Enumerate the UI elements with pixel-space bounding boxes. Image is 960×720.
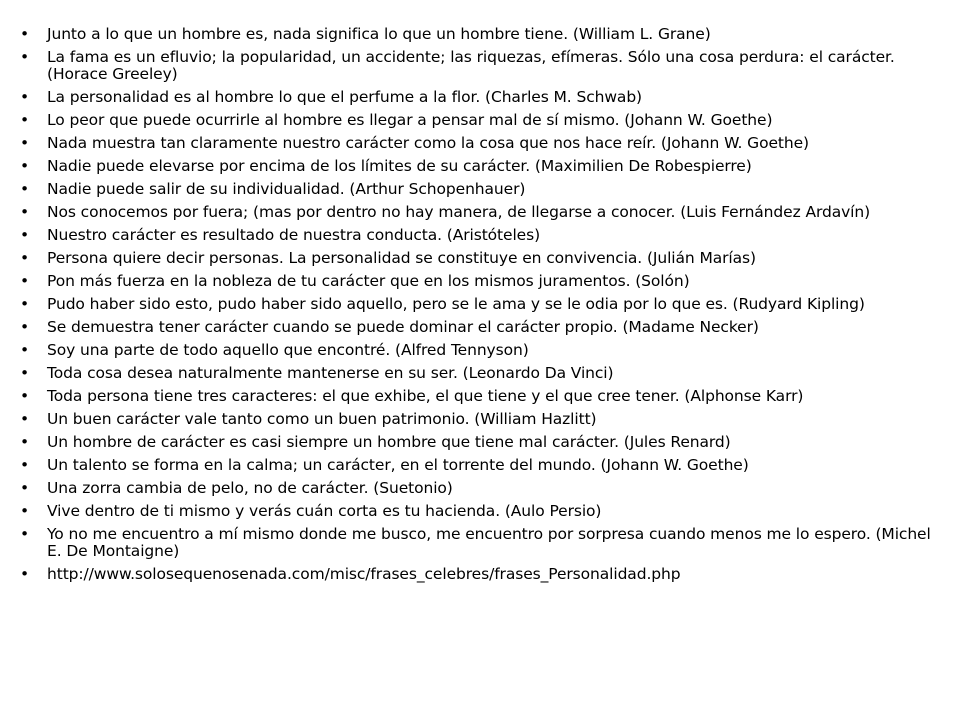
quote-text: Pudo haber sido esto, pudo haber sido aquello, pero se le ama y se le odia por lo que es. (Rudyard Kipling) <box>47 295 865 313</box>
quote-text: Soy una parte de todo aquello que encontré. (Alfred Tennyson) <box>47 341 529 359</box>
quote-text: Nuestro carácter es resultado de nuestra conducta. (Aristóteles) <box>47 226 541 244</box>
quote-text: Junto a lo que un hombre es, nada significa lo que un hombre tiene. (William L. Grane) <box>47 25 711 43</box>
bullet-icon: • <box>20 433 30 451</box>
quote-text: Un buen carácter vale tanto como un buen patrimonio. (William Hazlitt) <box>47 410 597 428</box>
quote-item <box>20 526 940 560</box>
quote-item <box>20 26 940 43</box>
quote-item <box>20 135 940 152</box>
quote-item <box>20 388 940 405</box>
bullet-icon: • <box>20 111 30 129</box>
quote-item <box>20 319 940 336</box>
bullet-icon: • <box>20 226 30 244</box>
quote-item <box>20 112 940 129</box>
bullet-icon: • <box>20 157 30 175</box>
bullet-icon: • <box>20 295 30 313</box>
quote-text: Toda persona tiene tres caracteres: el que exhibe, el que tiene y el que cree tener. (Alphonse Karr) <box>47 387 804 405</box>
bullet-icon: • <box>20 180 30 198</box>
bullet-icon: • <box>20 249 30 267</box>
bullet-icon: • <box>20 203 30 221</box>
quote-item <box>20 411 940 428</box>
quote-text: Yo no me encuentro a mí mismo donde me busco, me encuentro por sorpresa cuando menos me lo espero. (Michel E. De Montaigne) <box>47 525 931 560</box>
quote-text: Nadie puede salir de su individualidad. (Arthur Schopenhauer) <box>47 180 526 198</box>
quote-text: Lo peor que puede ocurrirle al hombre es llegar a pensar mal de sí mismo. (Johann W. Goethe) <box>47 111 773 129</box>
quote-text: Persona quiere decir personas. La personalidad se constituye en convivencia. (Julián Marías) <box>47 249 756 267</box>
bullet-icon: • <box>20 456 30 474</box>
bullet-icon: • <box>20 364 30 382</box>
quote-text: Una zorra cambia de pelo, no de carácter. (Suetonio) <box>47 479 453 497</box>
quote-item <box>20 89 940 106</box>
quote-item <box>20 503 940 520</box>
bullet-icon: • <box>20 502 30 520</box>
quote-text: Nos conocemos por fuera; (mas por dentro no hay manera, de llegarse a conocer. (Luis Fernández Ardavín) <box>47 203 871 221</box>
bullet-icon: • <box>20 272 30 290</box>
quote-item <box>20 342 940 359</box>
quote-item <box>20 181 940 198</box>
quote-item <box>20 457 940 474</box>
bullet-icon: • <box>20 479 30 497</box>
bullet-icon: • <box>20 88 30 106</box>
quote-text: Nadie puede elevarse por encima de los límites de su carácter. (Maximilien De Robespierre) <box>47 157 752 175</box>
quote-text: Nada muestra tan claramente nuestro carácter como la cosa que nos hace reír. (Johann W. Goethe) <box>47 134 809 152</box>
quote-item <box>20 158 940 175</box>
quote-text: Un hombre de carácter es casi siempre un hombre que tiene mal carácter. (Jules Renard) <box>47 433 731 451</box>
quote-item <box>20 480 940 497</box>
quote-list <box>20 26 940 589</box>
quote-item <box>20 273 940 290</box>
quote-item <box>20 227 940 244</box>
quote-text: Un talento se forma en la calma; un carácter, en el torrente del mundo. (Johann W. Goethe) <box>47 456 749 474</box>
quote-item <box>20 365 940 382</box>
quote-text: Toda cosa desea naturalmente mantenerse en su ser. (Leonardo Da Vinci) <box>47 364 614 382</box>
bullet-icon: • <box>20 341 30 359</box>
quote-item <box>20 296 940 313</box>
bullet-icon: • <box>20 318 30 336</box>
bullet-icon: • <box>20 565 30 583</box>
quote-text: Pon más fuerza en la nobleza de tu carácter que en los mismos juramentos. (Solón) <box>47 272 690 290</box>
bullet-icon: • <box>20 525 30 543</box>
quote-text: Vive dentro de ti mismo y verás cuán corta es tu hacienda. (Aulo Persio) <box>47 502 602 520</box>
source-link-item <box>20 566 940 583</box>
quote-text: La personalidad es al hombre lo que el perfume a la flor. (Charles M. Schwab) <box>47 88 643 106</box>
quote-item <box>20 250 940 267</box>
bullet-icon: • <box>20 410 30 428</box>
quote-item <box>20 434 940 451</box>
quote-item <box>20 49 940 83</box>
quote-item <box>20 204 940 221</box>
quote-text: La fama es un efluvio; la popularidad, un accidente; las riquezas, efímeras. Sólo una cosa perdura: el carácter. (Horace Greeley) <box>47 48 895 83</box>
bullet-icon: • <box>20 387 30 405</box>
bullet-icon: • <box>20 134 30 152</box>
bullet-icon: • <box>20 25 30 43</box>
bullet-icon: • <box>20 48 30 66</box>
quote-text: Se demuestra tener carácter cuando se puede dominar el carácter propio. (Madame Necker) <box>47 318 759 336</box>
source-url: http://www.solosequenosenada.com/misc/frases_celebres/frases_Personalidad.php <box>47 565 681 583</box>
